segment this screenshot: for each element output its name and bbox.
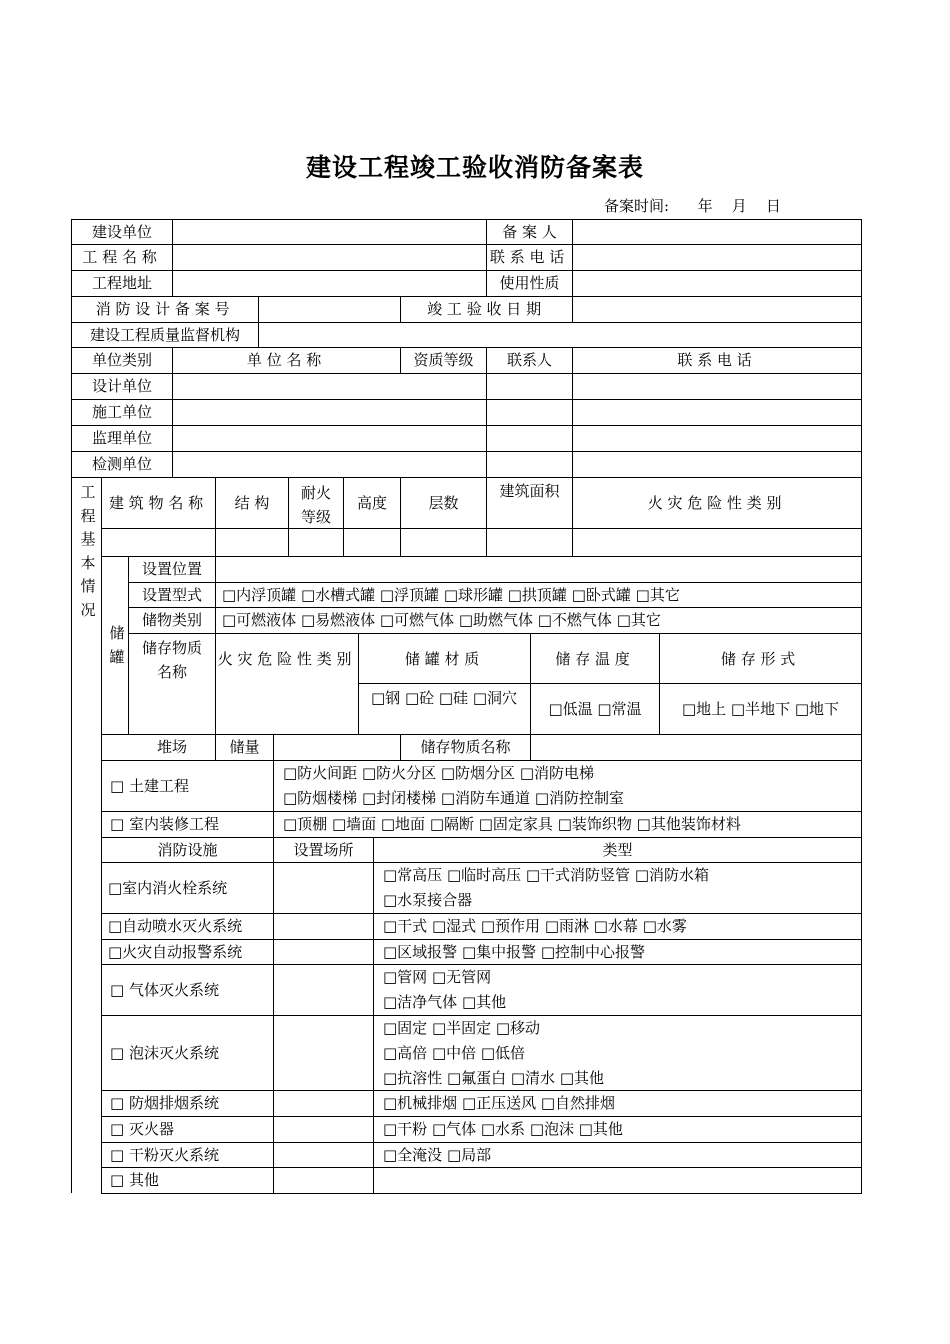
reserve-label: 储量 [229,738,260,756]
label-acceptance-date: 竣工验收日期 [427,300,546,318]
facilities-header-location: 设置场所 [293,841,354,859]
building-header-name: 建筑物名称 [108,494,208,512]
unit-supervision: 监理单位 [91,429,152,447]
facility-smoke-types: □机械排烟 □正压送风 □自然排烟 [383,1094,616,1112]
facility-sprinkler-types: □干式 □湿式 □预作用 □雨淋 □水幕 □水雾 [383,917,687,935]
tank-material-label: 储罐材质 [404,650,485,668]
building-header-fire-rating: 耐火等级 [301,484,332,526]
tank-temp-label: 储存温度 [555,650,635,668]
facility-alarm[interactable]: □火灾自动报警系统 [108,943,243,961]
unit-construction: 施工单位 [91,403,152,421]
facility-foam[interactable]: □ 泡沫灭火系统 [110,1044,219,1062]
facility-other[interactable]: □ 其他 [110,1171,159,1189]
facility-foam-types-2: □高倍 □中倍 □低倍 [383,1044,526,1062]
decoration-options: □顶棚 □墙面 □地面 □隔断 □固定家具 □装饰织物 □其他装饰材料 [283,815,741,833]
tank-storage-label: 储物类别 [141,611,202,629]
yard-material-label: 储存物质名称 [420,738,511,756]
tank-location-label: 设置位置 [141,560,202,578]
civil-works-checkbox[interactable]: □ 土建工程 [110,777,189,795]
page-title: 建设工程竣工验收消防备案表 [305,153,644,182]
facility-hydrant-types-2: □水泵接合器 [383,891,473,909]
units-header-category: 单位类别 [91,351,152,369]
record-date-year: 年 [697,197,713,215]
building-header-structure: 结 构 [234,494,270,512]
facility-hydrant-types-1: □常高压 □临时高压 □干式消防竖管 □消防水箱 [383,866,709,884]
record-date [604,195,781,216]
facility-foam-types-1: □固定 □半固定 □移动 [383,1019,541,1037]
record-date-day: 日 [765,197,781,215]
building-header-area: 建筑面积 [499,482,560,500]
tank-storage-options: □可燃液体 □易燃液体 □可燃气体 □助燃气体 □不燃气体 □其它 [222,611,661,629]
section-label-basic-info: 工程基本情况 [80,483,96,619]
tank-material-name: 储存物质名称 [141,639,202,681]
units-header-name: 单位名称 [246,351,327,369]
building-header-fire-category: 火灾危险性类别 [647,494,787,512]
building-header-height: 高度 [356,494,387,512]
tank-material-options: □钢 □砼 □硅 □洞穴 [371,689,517,707]
units-header-contact: 联系人 [506,351,552,369]
facility-powder-types: □全淹没 □局部 [383,1146,492,1164]
facility-gas[interactable]: □ 气体灭火系统 [110,981,219,999]
facility-powder[interactable]: □ 干粉灭火系统 [110,1146,219,1164]
label-quality-supervision: 建设工程质量监督机构 [89,326,240,344]
facility-smoke[interactable]: □ 防烟排烟系统 [110,1094,219,1112]
tank-fire-category: 火灾危险性类别 [217,650,357,668]
facility-foam-types-3: □抗溶性 □氟蛋白 □清水 □其他 [383,1069,604,1087]
facility-alarm-types: □区域报警 □集中报警 □控制中心报警 [383,943,646,961]
decoration-checkbox[interactable]: □ 室内装修工程 [110,815,219,833]
facility-gas-types-1: □管网 □无管网 [383,968,492,986]
tank-type-label: 设置型式 [141,586,202,604]
civil-options-line2: □防烟楼梯 □封闭楼梯 □消防车通道 □消防控制室 [283,789,624,807]
building-header-floors: 层数 [428,494,459,512]
label-fire-design-no: 消防设计备案号 [95,300,235,318]
tank-form-label: 储存形式 [720,650,801,668]
label-project-address: 工程地址 [91,274,152,292]
unit-design: 设计单位 [91,377,152,395]
facility-gas-types-2: □洁净气体 □其他 [383,993,507,1011]
unit-testing: 检测单位 [91,455,152,473]
yard-label: 堆场 [156,738,187,756]
tank-type-options: □内浮顶罐 □水槽式罐 □浮顶罐 □球形罐 □拱顶罐 □卧式罐 □其它 [222,586,680,604]
facilities-header-type: 类型 [602,841,633,859]
facility-hydrant[interactable]: □室内消火栓系统 [108,879,228,897]
facilities-header-name: 消防设施 [157,841,218,859]
tank-form-options: □地上 □半地下 □地下 [681,700,840,718]
units-header-qualification: 资质等级 [413,351,474,369]
units-header-phone: 联系电话 [677,351,757,369]
label-contact-phone: 联系电话 [489,248,570,266]
facility-sprinkler[interactable]: □自动喷水灭火系统 [108,917,243,935]
record-date-month: 月 [731,197,747,215]
tank-label: 储罐 [109,624,125,666]
record-date-label: 备案时间: [604,197,670,215]
tank-temp-options: □低温 □常温 [548,700,642,718]
label-filer: 备 案 人 [502,223,557,241]
label-construction-unit: 建设单位 [91,223,152,241]
label-project-name: 工程名称 [82,248,162,266]
civil-options-line1: □防火间距 □防火分区 □防烟分区 □消防电梯 [283,764,594,782]
facility-extinguisher-types: □干粉 □气体 □水系 □泡沫 □其他 [383,1120,623,1138]
facility-extinguisher[interactable]: □ 灭火器 [110,1120,174,1138]
label-usage: 使用性质 [499,274,560,292]
